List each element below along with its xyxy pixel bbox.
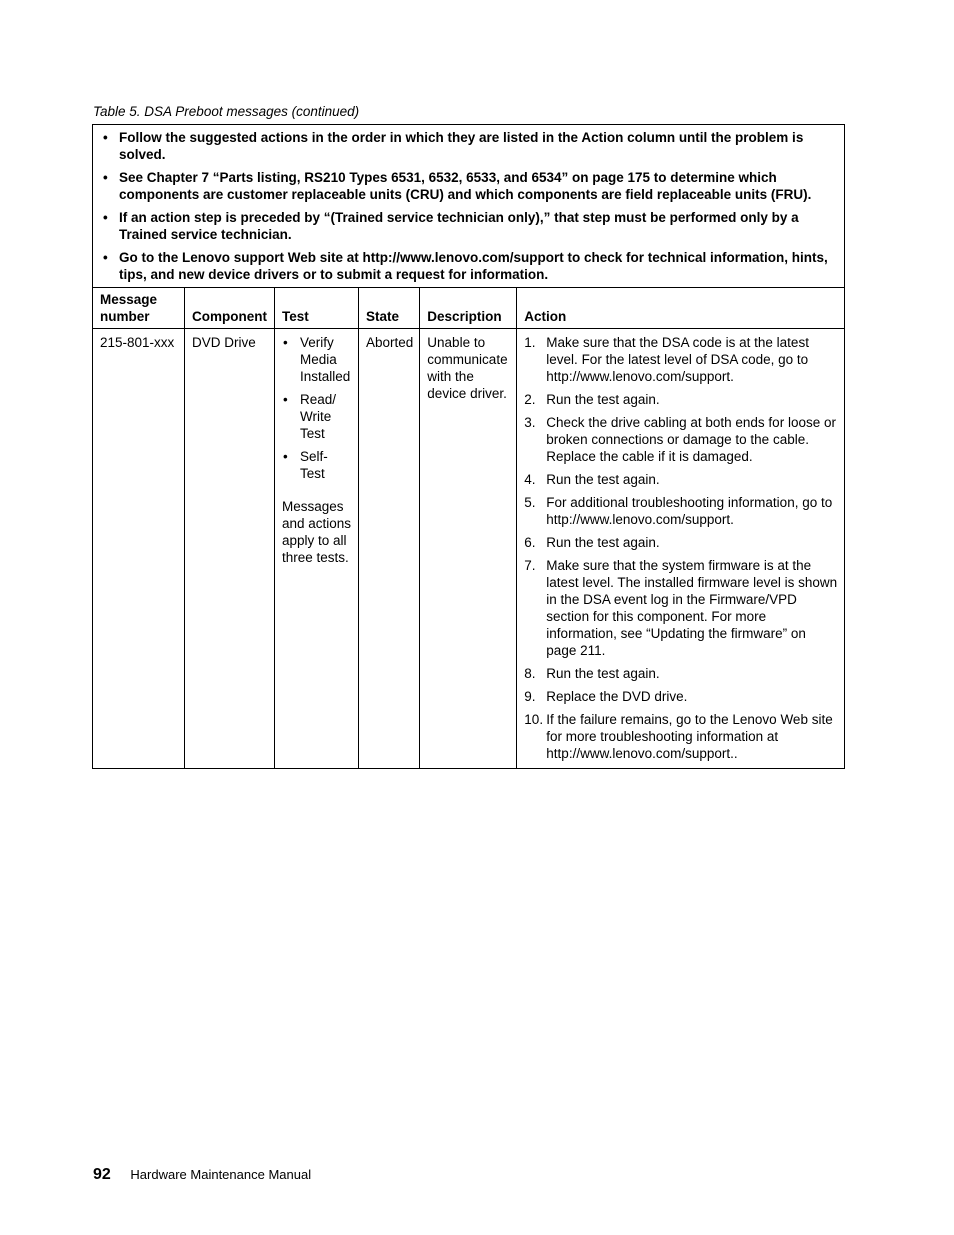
action-step — [524, 688, 838, 705]
table-caption: Table 5. DSA Preboot messages (continued) — [93, 104, 360, 119]
action-step-number: 4. — [524, 472, 536, 487]
cell-description: Unable to communicate with the device driver. — [420, 329, 517, 769]
test-item: • Verify Media Installed — [282, 334, 352, 385]
cell-component: DVD Drive — [185, 329, 275, 769]
action-step-text: Make sure that the system firmware is at the latest level. The installed firmware level is shown in the DSA event log in the Firmware/VPD section for this component. For more information, see “Updating the firmware” on page 211. — [546, 558, 838, 658]
table-notes — [93, 125, 845, 288]
action-step-number: 1. — [524, 335, 536, 350]
action-step — [524, 557, 838, 659]
cell-test — [275, 329, 359, 769]
header-message-number: Message number — [93, 288, 185, 329]
action-step-number: 6. — [524, 535, 536, 550]
action-step — [524, 494, 838, 528]
cell-state: Aborted — [359, 329, 420, 769]
action-step — [524, 471, 838, 488]
test-item: • Read/ Write Test — [282, 391, 352, 442]
action-step-number: 7. — [524, 558, 536, 573]
action-step-text: Run the test again. — [546, 666, 660, 681]
page-number: 92 — [93, 1166, 111, 1183]
cell-message-number: 215-801-xxx — [93, 329, 185, 769]
action-step-text: Run the test again. — [546, 535, 660, 550]
action-step-text: Replace the DVD drive. — [546, 689, 688, 704]
header-test: Test — [275, 288, 359, 329]
action-step — [524, 711, 838, 762]
header-state: State — [359, 288, 420, 329]
note-item: • Go to the Lenovo support Web site at http://www.lenovo.com/support to check for technical information, hints, tips, and new device drivers or to submit a request for information. — [101, 249, 836, 283]
cell-action — [517, 329, 845, 769]
test-note: Messages and actions apply to all three tests. — [282, 499, 352, 565]
action-step — [524, 334, 838, 385]
action-step-text: Run the test again. — [546, 472, 660, 487]
action-step-number: 2. — [524, 392, 536, 407]
action-step-text: Run the test again. — [546, 392, 660, 407]
note-item: • See Chapter 7 “Parts listing, RS210 Types 6531, 6532, 6533, and 6534” on page 175 to determine which components are customer replaceable units (CRU) and which components are field replaceable units (FRU). — [101, 169, 836, 203]
action-step — [524, 534, 838, 551]
action-step-text: Check the drive cabling at both ends for loose or broken connections or damage to the cable. Replace the cable if it is damaged. — [546, 415, 836, 464]
action-step-number: 5. — [524, 495, 536, 510]
action-step-text: Make sure that the DSA code is at the latest level. For the latest level of DSA code, go to http://www.lenovo.com/support. — [546, 335, 809, 384]
manual-title: Hardware Maintenance Manual — [130, 1167, 312, 1182]
action-step-number: 3. — [524, 415, 536, 430]
action-step-number: 9. — [524, 689, 536, 704]
dsa-messages-table — [92, 124, 845, 769]
note-item: • If an action step is preceded by “(Trained service technician only),” that step must be performed only by a Trained service technician. — [101, 209, 836, 243]
action-step — [524, 391, 838, 408]
table-header-row — [93, 288, 845, 329]
page-footer — [93, 1166, 311, 1184]
action-step-text: For additional troubleshooting information, go to http://www.lenovo.com/support. — [546, 495, 833, 527]
header-component: Component — [185, 288, 275, 329]
action-step — [524, 665, 838, 682]
header-action: Action — [517, 288, 845, 329]
test-item: • Self-Test — [282, 448, 352, 482]
action-step — [524, 414, 838, 465]
note-item: • Follow the suggested actions in the order in which they are listed in the Action column until the problem is solved. — [101, 129, 836, 163]
table-row — [93, 329, 845, 769]
action-step-text: If the failure remains, go to the Lenovo Web site for more troubleshooting information at http://www.lenovo.com/support.. — [546, 712, 833, 761]
header-description: Description — [420, 288, 517, 329]
action-step-number: 8. — [524, 666, 536, 681]
action-step-number: 10. — [524, 712, 544, 727]
